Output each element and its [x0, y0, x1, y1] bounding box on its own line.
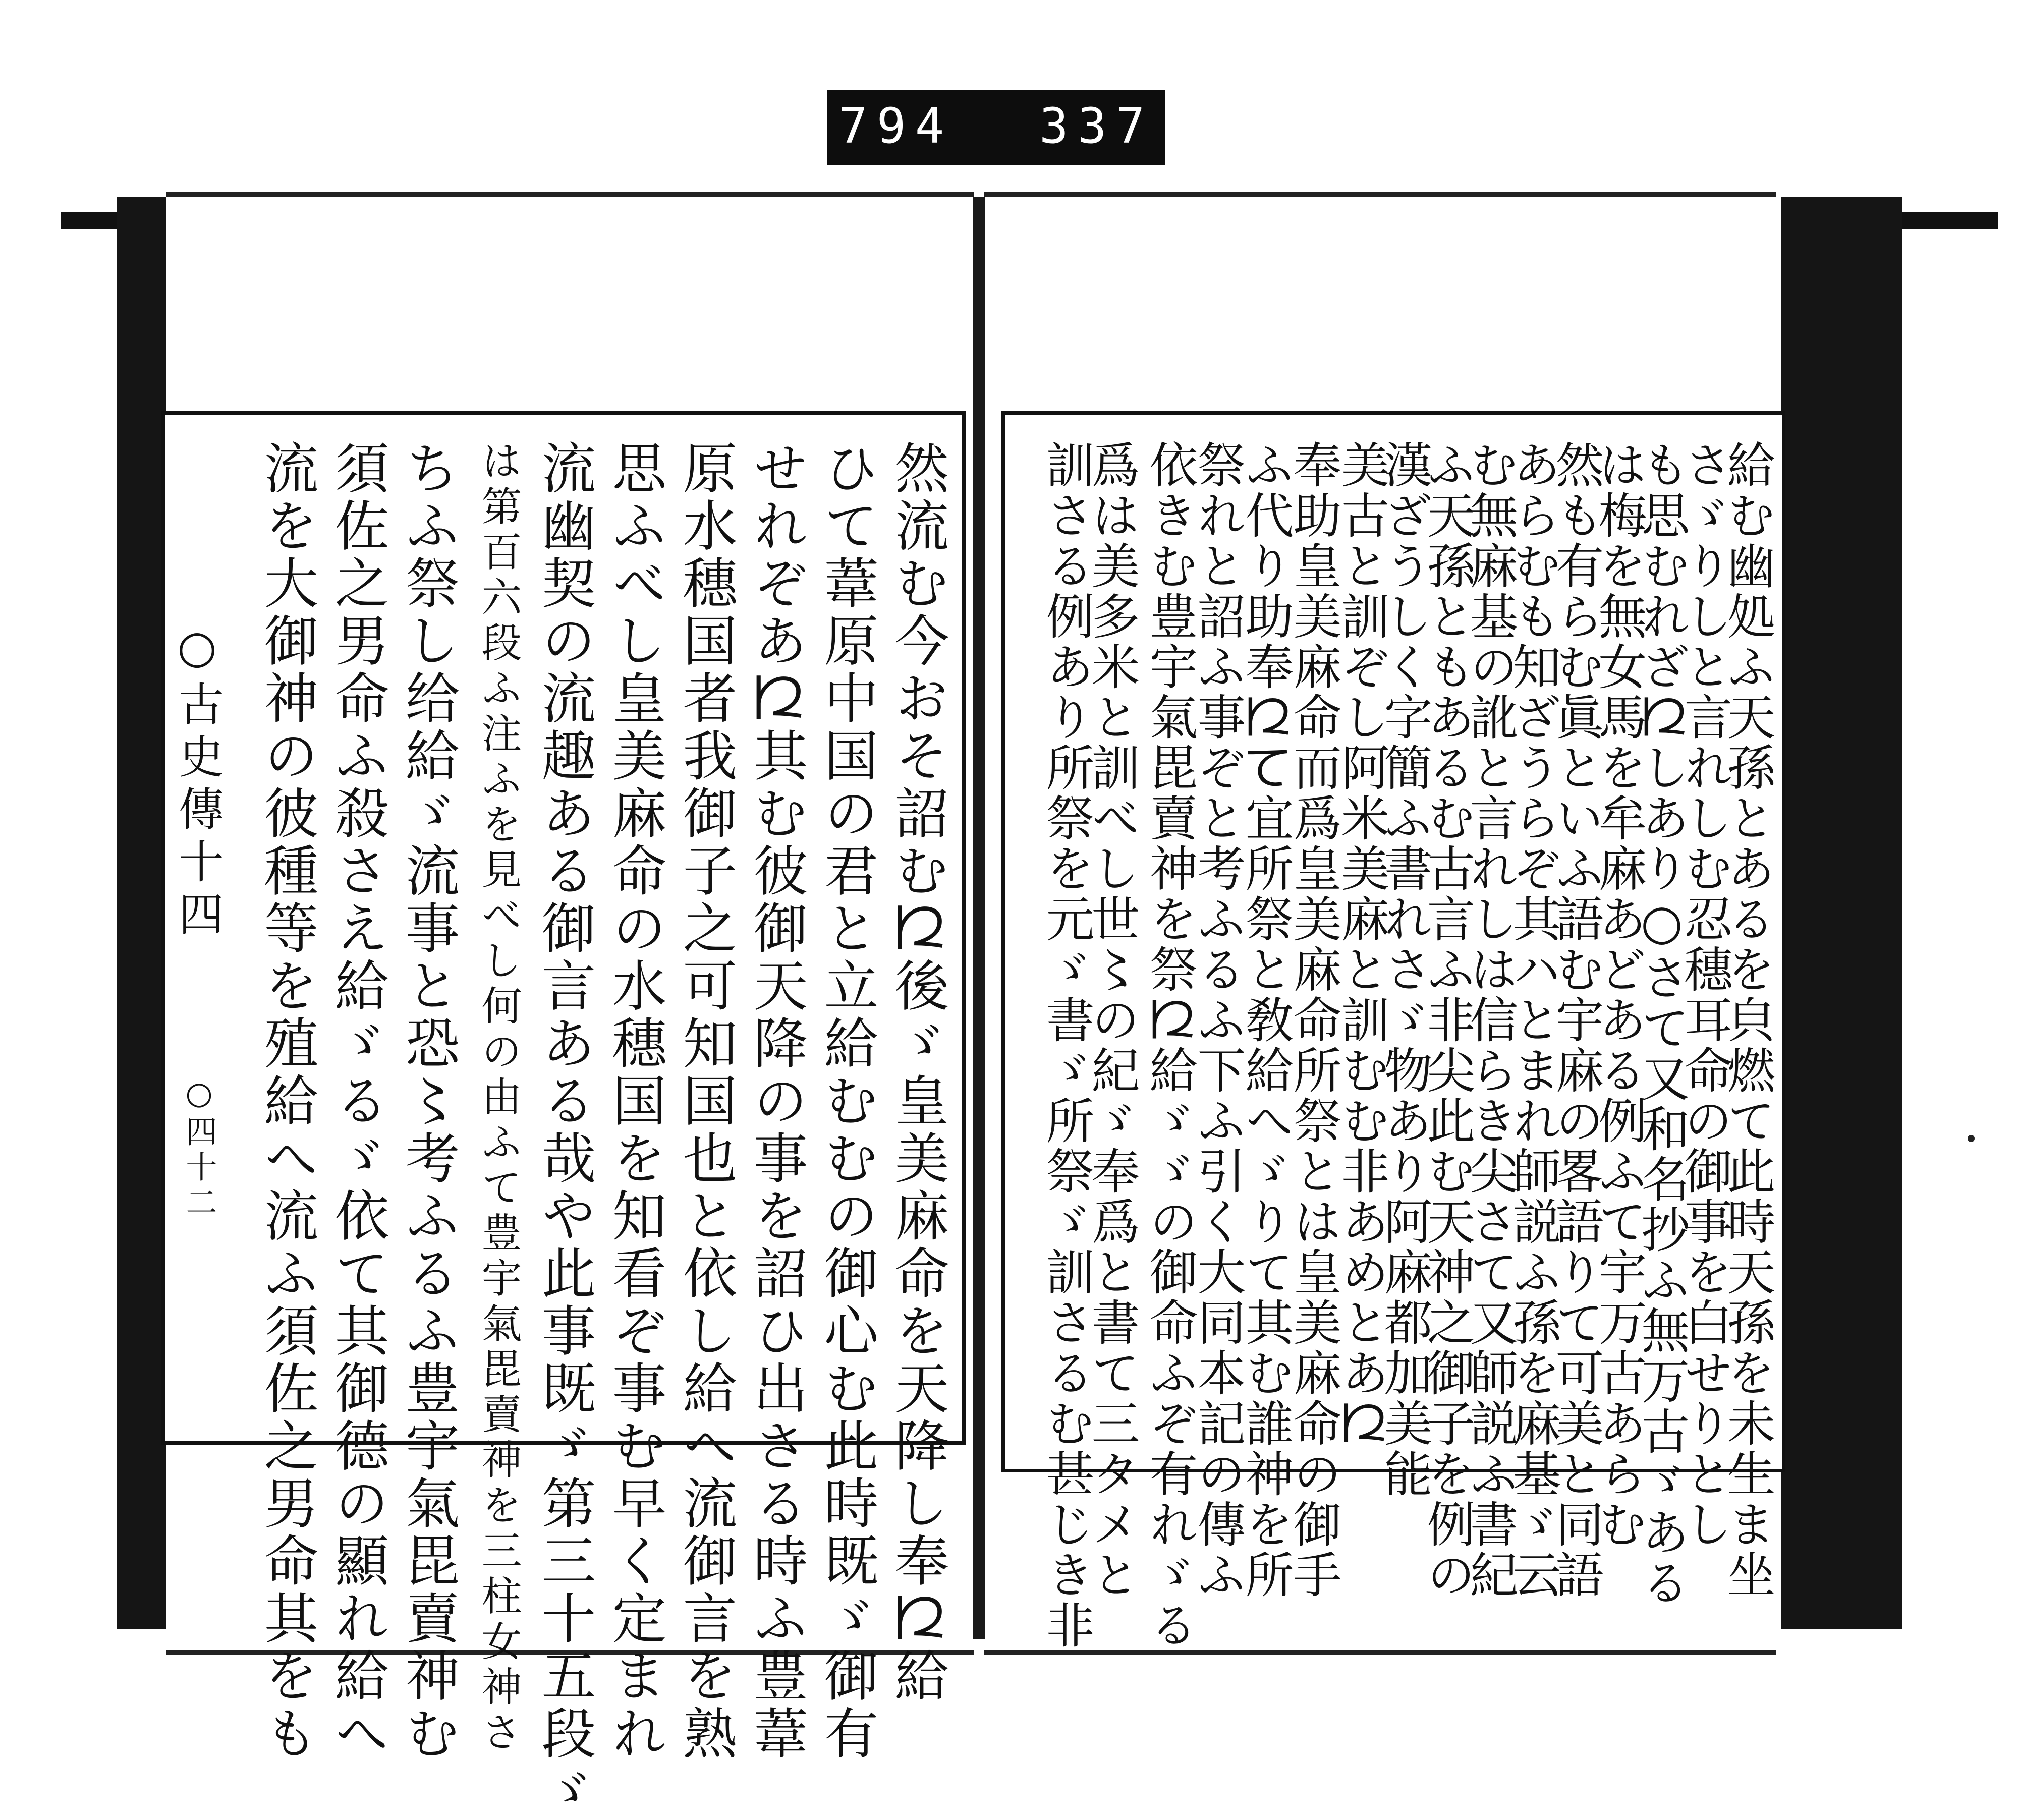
- film-label: [827, 90, 1165, 165]
- right-text-column: 祭れと詔ふ事ぞと考ふるふ下ふ引く大同本記の傳ふ: [1190, 440, 1246, 1600]
- left-text-column: 須佐之男命ふ殺さえ給ゞるゞ依て其御德の顯れ給へ: [325, 440, 388, 1762]
- right-text-column: 訓さる例あり所祭を元ゞ書ゞ所祭ゞ訓さるむ甚じき非: [1038, 440, 1095, 1651]
- right-text-column: あらむも知ざうらぞ其ハとまれ師説ふ孫を麻基ゞ云: [1505, 440, 1561, 1600]
- right-text-frame: [1001, 411, 1785, 1651]
- right-text-column: さゞりしと言れしむ忍穗耳命の御事を白せりとし: [1676, 440, 1733, 1550]
- book-cover-left: [117, 197, 167, 1629]
- right-text-column: 給む幽処ふ天孫とあるを㒵燃て此時天孫を未生ま坐: [1719, 440, 1776, 1600]
- right-text-column: ふ天孫ともあるむ古言ふ非尖此む天神之御子を例の: [1419, 440, 1476, 1600]
- right-text-column: 依きむ豊宇氣毘賣神を祭𛀁給ゞゞの御命ふぞ有れゞる: [1142, 440, 1198, 1651]
- left-text-column: ちふ祭し给給ゞ流事と恐〻考ふるふ豊宇氣毘賣神む: [396, 440, 459, 1762]
- scan-speck: [1968, 1135, 1975, 1142]
- right-text-column: 美古と訓ぞし阿米美麻と訓むむ非あめとあ𛀁: [1333, 440, 1390, 1449]
- running-title: ○古史傳十四: [171, 620, 223, 943]
- left-text-column: 思ふべし皇美麻命の水穗国を知看ぞ事む早く定まれ: [603, 440, 666, 1762]
- film-label-left-number: 794: [838, 98, 954, 154]
- left-text-column: ひて葦原中国の君と立給むむの御心む此時既ゞ御有: [815, 440, 878, 1762]
- left-text-column: 流幽契の流趣ある御言ある哉や此事既ゞ第三十五段ゞ: [532, 440, 595, 1820]
- right-text-column: 奉助皇美麻命而爲皇美麻命所祭とは皇美麻命の御手: [1285, 440, 1342, 1600]
- right-text-column: 爲は美多米と訓べし世〻の紀ゞ奉爲と書て三タメと: [1084, 440, 1140, 1600]
- right-text-column: も思むれざ𛀁しあり○さて又和名抄ふ無万古ゞある: [1634, 440, 1690, 1608]
- book-gutter: [973, 197, 985, 1639]
- left-text-frame: [161, 411, 966, 1820]
- left-text-column: せれぞあ𛀁其む彼御天降の事を詔ひ出さる時ふ豊葦: [744, 440, 807, 1762]
- left-text-column: 然流む今おそ詔む𛀁後ゞ皇美麻命を天降し奉𛀁給: [885, 440, 948, 1705]
- right-text-column: は梅を無女馬を牟麻あどある例ふて宇万古あらむ: [1591, 440, 1647, 1550]
- film-label-right-number: 337: [1039, 98, 1154, 154]
- left-text-column: 原水穗国者我御子之可知国也と依し給へ流御言を熟: [674, 440, 737, 1762]
- folio-number: ○四十二: [181, 1074, 217, 1221]
- right-text-column: ふ代り助奉𛀁て宜所祭と敎給へゞりて其む誰神を所: [1238, 440, 1294, 1600]
- right-text-column: 漢ざうしく字簡ふ書れさゞ物あり阿麻都加美能: [1376, 440, 1433, 1499]
- left-text-column: 流を大御神の彼種等を殖給へ流ふ須佐之男命其をも: [255, 440, 318, 1762]
- right-text-column: 然も有らむ眞といふ語む宇麻の畧語りて可美と同語: [1548, 440, 1604, 1600]
- right-text-column: む無麻基の訛と言れしは信らき尖さて又師説ふ書紀: [1462, 440, 1519, 1600]
- left-text-column: は第百六段ふ注ふを見べし何の由ふて豊宇氣毘賣神を三柱女神さ: [475, 440, 522, 1756]
- book-cover-right: [1781, 197, 1902, 1629]
